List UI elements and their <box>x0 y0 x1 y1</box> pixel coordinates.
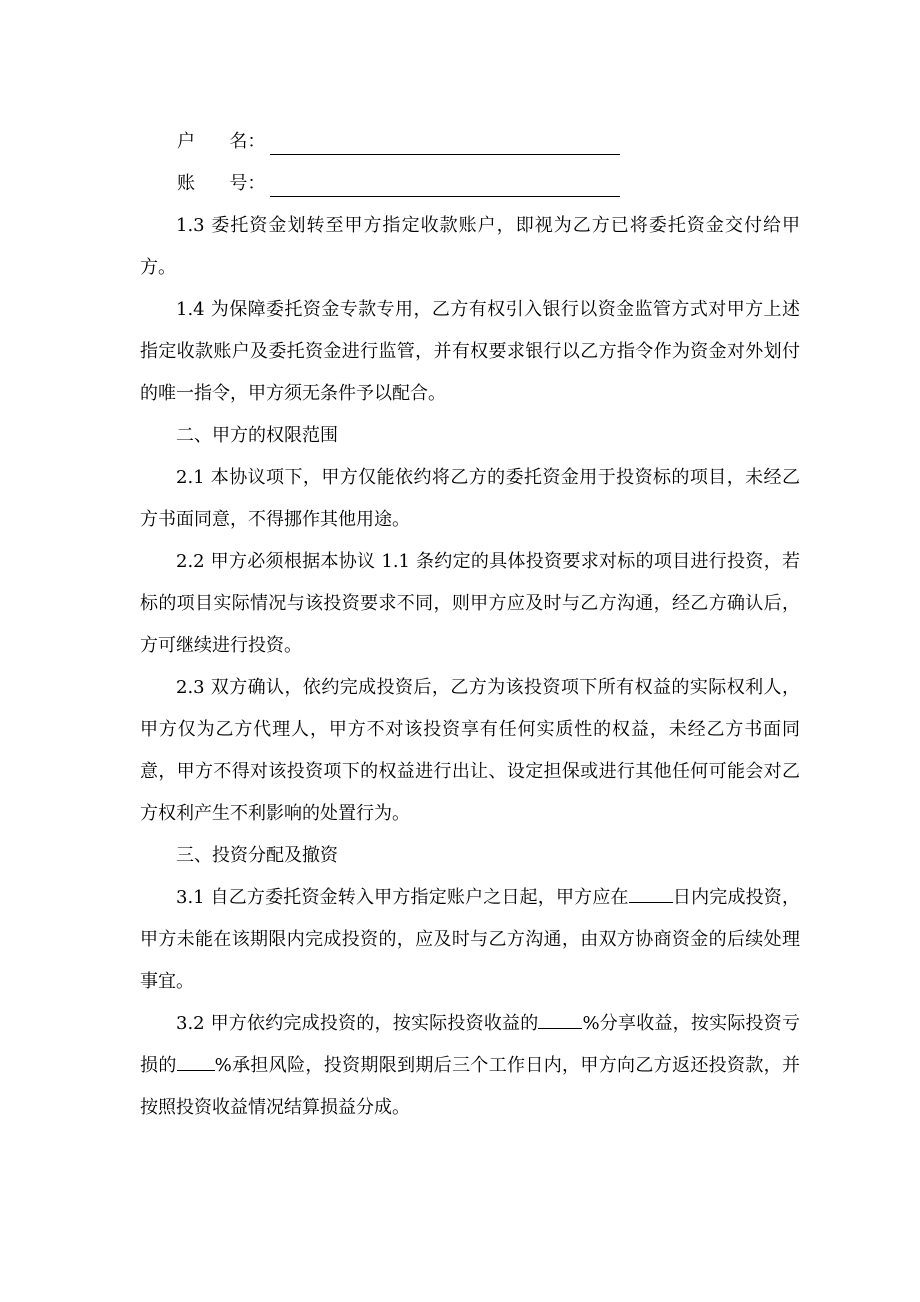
clause-3-2-part-c: %承担风险，投资期限到期后三个工作日内，甲方向乙方返还投资款，并按照投资收益情况结算损益分成。 <box>140 1055 801 1118</box>
account-name-label: 户 名： <box>177 131 266 152</box>
clause-3-1-part-b: 日内完成投资，甲方未能在该期限内完成投资的，应及时与乙方沟通，由双方协商资金的后续处理事宜。 <box>140 887 800 992</box>
clause-3-1 <box>140 877 800 1003</box>
clause-1-3: 1.3 委托资金划转至甲方指定收款账户，即视为乙方已将委托资金交付给甲方。 <box>140 215 800 278</box>
account-number-label: 账 号： <box>177 173 266 194</box>
clause-2-1: 2.1 本协议项下，甲方仅能依约将乙方的委托资金用于投资标的项目，未经乙方书面同意，不得挪作其他用途。 <box>140 467 800 530</box>
clause-2-2: 2.2 甲方必须根据本协议 1.1 条约定的具体投资要求对标的项目进行投资，若标的项目实际情况与该投资要求不同，则甲方应及时与乙方沟通，经乙方确认后，方可继续进行投资。 <box>140 551 800 656</box>
account-name-field <box>140 121 800 163</box>
clause-3-2-part-b: %分享收益，按实际投资亏损的 <box>140 1013 800 1076</box>
clause-3-2 <box>140 1003 800 1129</box>
loss-share-blank <box>177 1054 215 1071</box>
account-number-field <box>140 163 800 205</box>
account-number-blank <box>270 178 620 197</box>
clause-3-2-part-a: 3.2 甲方依约完成投资的，按实际投资收益的 <box>176 1013 539 1034</box>
account-name-blank <box>270 136 620 155</box>
clause-1-4: 1.4 为保障委托资金专款专用，乙方有权引入银行以资金监管方式对甲方上述指定收款账户及委托资金进行监管，并有权要求银行以乙方指令作为资金对外划付的唯一指令，甲方须无条件予以配合。 <box>140 299 800 404</box>
section-3-heading: 三、投资分配及撤资 <box>176 845 338 866</box>
clause-3-1-part-a: 3.1 自乙方委托资金转入甲方指定账户之日起，甲方应在 <box>176 887 629 908</box>
section-2-heading: 二、甲方的权限范围 <box>176 425 338 446</box>
days-blank <box>629 886 673 903</box>
clause-2-3: 2.3 双方确认，依约完成投资后，乙方为该投资项下所有权益的实际权利人，甲方仅为乙方代理人，甲方不对该投资享有任何实质性的权益，未经乙方书面同意，甲方不得对该投资项下的权益进行出让、设定担保或进行其他任何可能会对乙方权利产生不利影响的处置行为。 <box>140 677 800 824</box>
profit-share-blank <box>538 1012 582 1029</box>
document-body <box>140 121 800 1129</box>
